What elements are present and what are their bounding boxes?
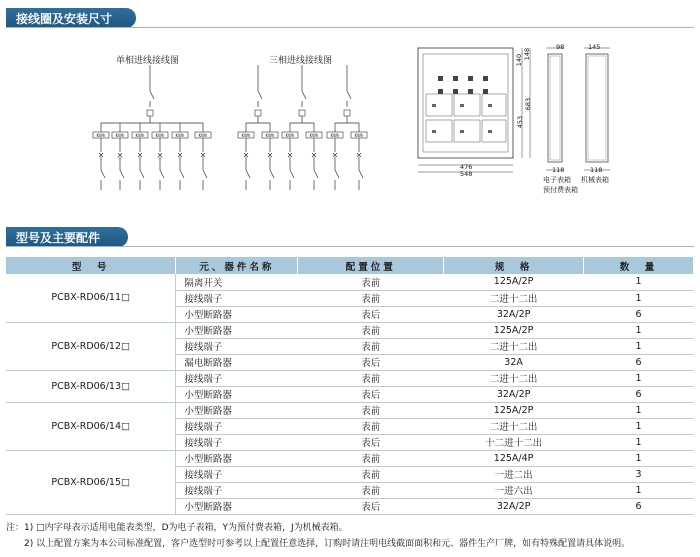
spec-cell: 125A/2P: [444, 402, 584, 418]
note-2: 2) 以上配置方案为本公司标准配置，客户选型时可参考以上配置任意选择，订购时请注明电线截面面积和元、器件生产厂牌，如有特殊配置请具体说明。: [6, 539, 631, 549]
model-cell: PCBX-RD06/15□: [6, 450, 176, 514]
table-header-row: [6, 257, 694, 274]
qty-cell: 1: [584, 450, 694, 466]
position-cell: 表前: [298, 370, 444, 386]
qty-cell: 1: [584, 418, 694, 434]
qty-cell: 6: [584, 386, 694, 402]
component-cell: 接线端子: [176, 418, 298, 434]
spec-cell: 32A: [444, 354, 584, 370]
side-caption-prepaid: 预付费表箱: [543, 186, 578, 194]
three-breaker-blade: [270, 170, 274, 178]
qty-cell: 1: [584, 434, 694, 450]
position-cell: 表前: [298, 402, 444, 418]
single-breaker-blade: [160, 170, 164, 178]
front-top-b: 148: [523, 47, 532, 61]
qty-cell: 1: [584, 402, 694, 418]
position-cell: 表前: [298, 418, 444, 434]
header-qty: 数 量: [584, 257, 694, 274]
position-cell: 表后: [298, 434, 444, 450]
qty-cell: 1: [584, 290, 694, 306]
qty-cell: 3: [584, 466, 694, 482]
model-cell: PCBX-RD06/11□: [6, 274, 176, 322]
front-height-outer: 683: [524, 97, 533, 111]
single-breaker-blade: [180, 170, 184, 178]
side-bottom-left: 118: [552, 166, 565, 174]
header-spec: 规 格: [444, 257, 584, 274]
single-meter-label: KWh: [175, 133, 185, 138]
spec-cell: 十二进十二出: [444, 434, 584, 450]
position-cell: 表前: [298, 338, 444, 354]
position-cell: 表后: [298, 386, 444, 402]
front-width-inner: 476: [460, 163, 473, 171]
header-model: 型 号: [6, 257, 176, 274]
spec-cell: 125A/2P: [444, 274, 584, 290]
component-cell: 漏电断路器: [176, 354, 298, 370]
three-meter-label: KWh: [241, 133, 251, 138]
qty-cell: 1: [584, 274, 694, 290]
single-meter-label: KWh: [115, 133, 125, 138]
component-cell: 接线端子: [176, 338, 298, 354]
position-cell: 表前: [298, 290, 444, 306]
single-meter-label: KWh: [198, 133, 208, 138]
three-main-switch-blade: [347, 91, 351, 99]
position-cell: 表前: [298, 466, 444, 482]
three-meter-label: KWh: [354, 133, 364, 138]
table-row: [6, 322, 694, 338]
spec-cell: 二进十二出: [444, 290, 584, 306]
qty-cell: 6: [584, 306, 694, 322]
component-cell: 接线端子: [176, 370, 298, 386]
component-cell: 小型断路器: [176, 498, 298, 514]
qty-cell: 1: [584, 370, 694, 386]
component-cell: 接线端子: [176, 482, 298, 498]
three-terminal-block: [255, 110, 261, 116]
table-row: [6, 450, 694, 466]
single-breaker-blade: [120, 170, 124, 178]
position-cell: 表前: [298, 274, 444, 290]
side-bottom-right: 118: [590, 166, 603, 174]
spec-cell: 一进二出: [444, 466, 584, 482]
qty-cell: 6: [584, 354, 694, 370]
position-cell: 表后: [298, 498, 444, 514]
table-row: [6, 402, 694, 418]
notes: [6, 520, 630, 552]
three-main-switch-blade: [302, 91, 306, 99]
side-caption-electronic: 电子表箱: [543, 176, 571, 184]
qty-cell: 1: [584, 338, 694, 354]
component-cell: 接线端子: [176, 434, 298, 450]
three-main-switch-blade: [258, 91, 262, 99]
three-terminal-block: [344, 110, 350, 116]
component-cell: 小型断路器: [176, 306, 298, 322]
component-cell: 小型断路器: [176, 386, 298, 402]
model-config-table: [6, 257, 694, 515]
qty-cell: 1: [584, 482, 694, 498]
spec-cell: 二进十二出: [444, 338, 584, 354]
position-cell: 表前: [298, 482, 444, 498]
three-breaker-blade: [290, 170, 294, 178]
spec-cell: 125A/4P: [444, 450, 584, 466]
single-terminal-block: [147, 110, 153, 116]
three-phase-diagram-title: 三相进线接线图: [269, 56, 333, 66]
position-cell: 表前: [298, 450, 444, 466]
position-cell: 表后: [298, 354, 444, 370]
component-cell: 接线端子: [176, 466, 298, 482]
three-meter-label: KWh: [330, 133, 340, 138]
side-top-left: 98: [556, 43, 565, 51]
position-cell: 表后: [298, 306, 444, 322]
position-cell: 表前: [298, 322, 444, 338]
qty-cell: 6: [584, 498, 694, 514]
section-title-installation: 接线圈及安装尺寸: [6, 8, 136, 28]
component-cell: 小型断路器: [176, 402, 298, 418]
section-divider: [6, 246, 694, 247]
three-meter-label: KWh: [285, 133, 295, 138]
model-cell: PCBX-RD06/13□: [6, 370, 176, 402]
table-row: [6, 274, 694, 290]
spec-cell: 二进十二出: [444, 418, 584, 434]
three-breaker-blade: [246, 170, 250, 178]
meter-box-side-views: [540, 42, 620, 182]
component-cell: 小型断路器: [176, 450, 298, 466]
single-meter-label: KWh: [96, 133, 106, 138]
side-top-right: 145: [588, 43, 601, 51]
single-main-switch-blade: [150, 91, 154, 99]
model-cell: PCBX-RD06/12□: [6, 322, 176, 370]
front-width-outer: 548: [460, 170, 473, 178]
spec-cell: 二进十二出: [444, 370, 584, 386]
header-component: 元、器件名称: [176, 257, 298, 274]
component-cell: 接线端子: [176, 290, 298, 306]
single-meter-label: KWh: [155, 133, 165, 138]
three-breaker-blade: [335, 170, 339, 178]
front-height-inner: 453: [516, 115, 525, 129]
section-title-models: 型号及主要配件: [6, 227, 128, 247]
three-breaker-blade: [314, 170, 318, 178]
three-terminal-block: [299, 110, 305, 116]
spec-cell: 一进六出: [444, 482, 584, 498]
single-breaker-blade: [203, 170, 207, 178]
three-breaker-blade: [359, 170, 363, 178]
spec-cell: 32A/2P: [444, 498, 584, 514]
spec-cell: 32A/2P: [444, 386, 584, 402]
table-row: [6, 370, 694, 386]
spec-cell: 32A/2P: [444, 306, 584, 322]
single-phase-diagram-title: 单相进线接线图: [116, 56, 180, 66]
single-breaker-blade: [140, 170, 144, 178]
component-cell: 隔离开关: [176, 274, 298, 290]
three-meter-label: KWh: [265, 133, 275, 138]
qty-cell: 1: [584, 322, 694, 338]
three-meter-label: KWh: [309, 133, 319, 138]
front-top-a: 140: [515, 53, 524, 67]
single-breaker-blade: [101, 170, 105, 178]
single-meter-label: KWh: [135, 133, 145, 138]
side-caption-mechanical: 机械表箱: [581, 176, 609, 184]
header-position: 配置位置: [298, 257, 444, 274]
spec-cell: 125A/2P: [444, 322, 584, 338]
component-cell: 小型断路器: [176, 322, 298, 338]
model-cell: PCBX-RD06/14□: [6, 402, 176, 450]
note-1: 注：1) □内字母表示适用电能表类型，D为电子表箱，Y为预付费表箱，J为机械表箱。: [6, 523, 348, 533]
